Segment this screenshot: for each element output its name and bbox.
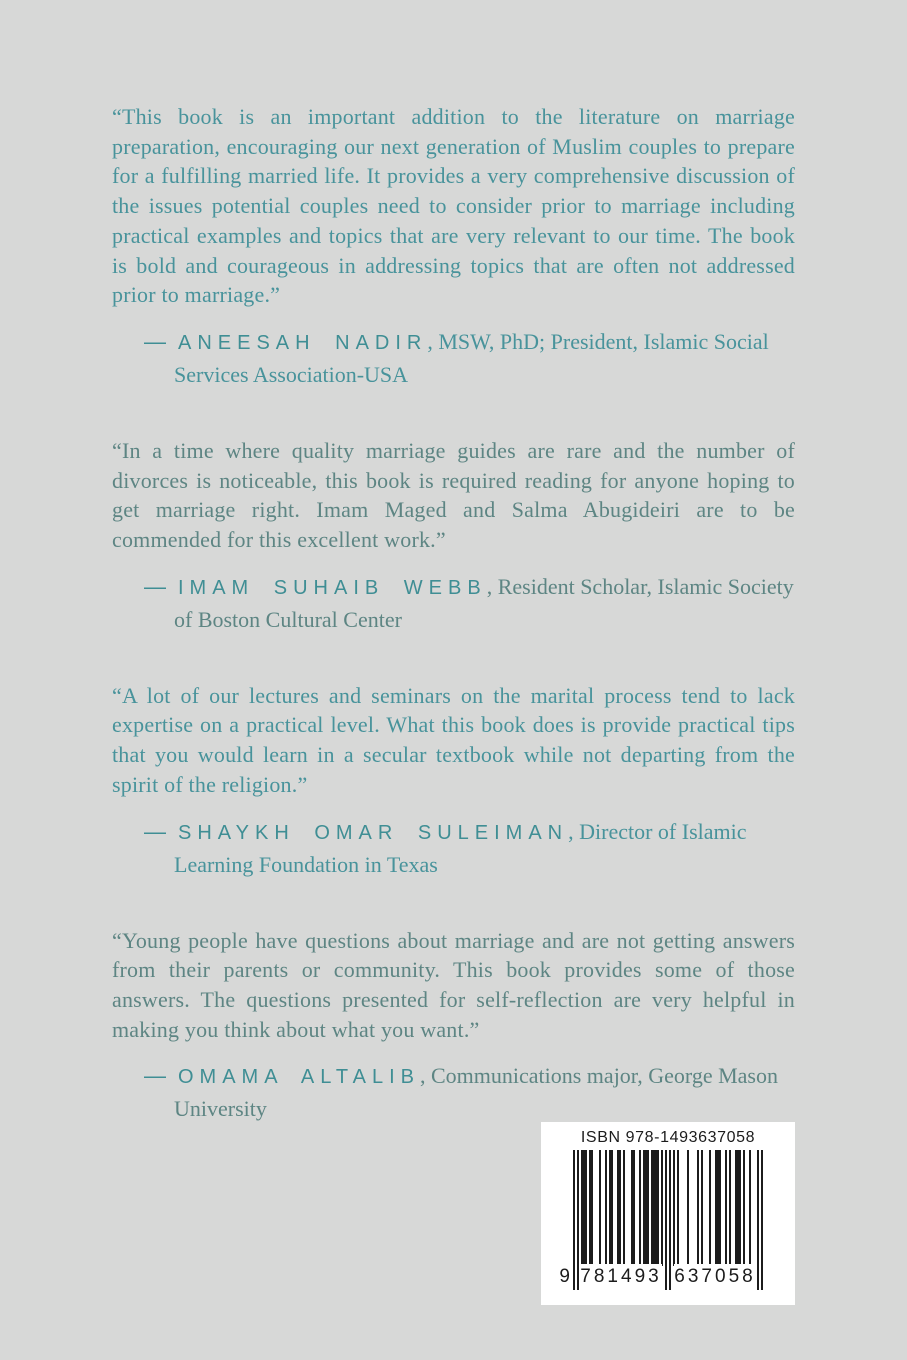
em-dash: — xyxy=(144,573,166,599)
barcode-bar xyxy=(619,1150,621,1266)
barcode-bar xyxy=(717,1150,719,1266)
barcode-bar xyxy=(573,1150,575,1290)
barcode-bar xyxy=(617,1150,619,1266)
barcode-bar xyxy=(583,1150,585,1266)
testimonials-section xyxy=(112,0,795,1124)
attribution-name: OMAMA ALTALIB xyxy=(178,1066,420,1089)
barcode-bar xyxy=(623,1150,625,1266)
barcode-bar xyxy=(639,1150,641,1266)
barcode-bar xyxy=(725,1150,727,1266)
barcode-bar xyxy=(673,1150,675,1266)
barcode-bar xyxy=(687,1150,689,1266)
barcode-bar xyxy=(739,1150,741,1266)
barcode-bar xyxy=(749,1150,751,1266)
testimonial-attribution xyxy=(144,326,795,390)
em-dash: — xyxy=(144,1063,166,1089)
barcode-bar xyxy=(631,1150,633,1266)
barcode-bar xyxy=(647,1150,649,1266)
isbn-number-label: ISBN 978-1493637058 xyxy=(580,1129,756,1146)
barcode-bar xyxy=(633,1150,635,1266)
barcode-bar xyxy=(599,1150,601,1266)
testimonial-1 xyxy=(112,102,795,390)
barcode-bar xyxy=(605,1150,607,1266)
testimonial-attribution xyxy=(144,816,795,880)
barcode-bar xyxy=(611,1150,613,1266)
attribution-name: SHAYKH OMAR SULEIMAN xyxy=(178,821,569,844)
barcode-bar xyxy=(715,1150,717,1266)
attribution-title: , Resident Scholar, Islamic Society of Boston Cultural Center xyxy=(174,573,794,632)
barcode-bar xyxy=(657,1150,659,1266)
barcode-bar xyxy=(661,1150,663,1266)
testimonial-quote: “A lot of our lectures and seminars on the marital process tend to lack expertise on a practical level. What this book does is provide practical tips that you would learn in a secular textbook while not departing from the spirit of the religion.” xyxy=(112,682,795,797)
barcode-bar xyxy=(761,1150,763,1290)
testimonial-quote: “In a time where quality marriage guides are rare and the number of divorces is noticeable, this book is required reading for anyone hoping to get marriage right. Imam Maged and Salma Abugideiri are to be commended for this excellent work.” xyxy=(112,437,795,553)
testimonial-quote: “Young people have questions about marriage and are not getting answers from their parents or community. This book provides some of those answers. The questions presented for self-reflection are very helpful in making you think about what you want.” xyxy=(112,927,795,1042)
barcode-bar xyxy=(757,1150,759,1290)
barcode-bar xyxy=(743,1150,745,1266)
barcode-bar xyxy=(653,1150,655,1266)
attribution-name: IMAM SUHAIB WEBB xyxy=(178,576,487,599)
barcode-bar xyxy=(701,1150,703,1266)
attribution-title: , Director of Islamic Learning Foundation in Texas xyxy=(174,818,747,877)
barcode-bar xyxy=(645,1150,647,1266)
barcode-bar xyxy=(735,1150,737,1266)
attribution-name: ANEESAH NADIR xyxy=(178,331,428,354)
em-dash: — xyxy=(144,818,166,844)
testimonial-2 xyxy=(112,436,795,635)
barcode-bar xyxy=(577,1150,579,1290)
testimonial-quote: “This book is an important addition to the literature on marriage preparation, encouraging our next generation of Muslim couples to prepare for a fulfilling married life. It provides a very comprehensive discussion of the issues potential couples need to consider prior to marriage including practical examples and topics that are very relevant to our time. The book is bold and courageous in addressing topics that are often not addressed prior to marriage.” xyxy=(112,104,795,308)
barcode-bars xyxy=(559,1150,763,1292)
barcode-bar xyxy=(585,1150,587,1266)
barcode-bar xyxy=(737,1150,739,1266)
barcode-bar xyxy=(669,1150,671,1290)
barcode-bar xyxy=(709,1150,711,1266)
attribution-title: , MSW, PhD; President, Islamic Social Services Association-USA xyxy=(174,328,769,387)
em-dash: — xyxy=(144,328,166,354)
isbn-barcode xyxy=(541,1122,795,1305)
barcode-bar xyxy=(589,1150,591,1266)
barcode-digits-right: 637058 xyxy=(674,1264,756,1290)
barcode-bar xyxy=(609,1150,611,1266)
barcode-digit-lead: 9 xyxy=(559,1266,570,1287)
testimonial-4 xyxy=(112,926,795,1125)
barcode-bar xyxy=(719,1150,721,1266)
testimonial-attribution xyxy=(144,1060,795,1124)
barcode-bar xyxy=(697,1150,699,1266)
barcode-bar xyxy=(591,1150,593,1266)
barcode-digits-left: 781493 xyxy=(580,1264,662,1290)
barcode-bar xyxy=(581,1150,583,1266)
barcode-bar xyxy=(655,1150,657,1266)
testimonial-3 xyxy=(112,681,795,880)
testimonial-attribution xyxy=(144,571,795,635)
barcode-bar xyxy=(677,1150,679,1266)
barcode-bar xyxy=(643,1150,645,1266)
barcode-bar xyxy=(665,1150,667,1290)
attribution-title: , Communications major, George Mason University xyxy=(174,1063,778,1122)
barcode-bar xyxy=(729,1150,731,1266)
barcode-bar xyxy=(651,1150,653,1266)
